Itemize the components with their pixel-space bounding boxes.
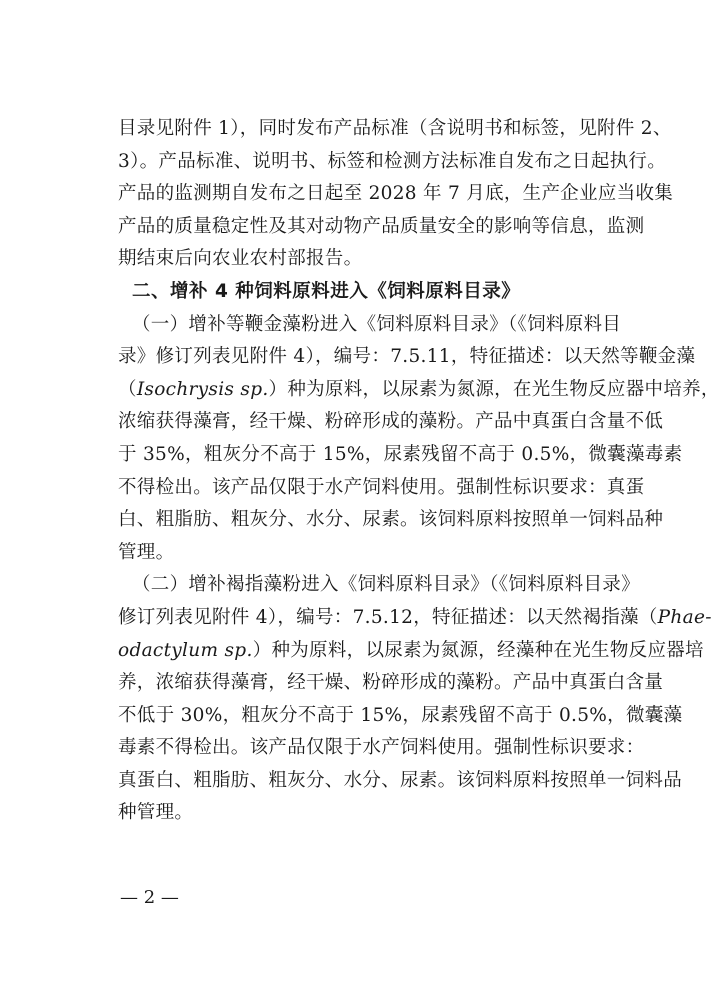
item2-line: 养，浓缩获得藻膏，经干燥、粉碎形成的藻粉。产品中真蛋白含量 [118, 672, 664, 694]
latin-name: odactylum sp. [118, 639, 253, 661]
item1-line: 于 35%，粗灰分不高于 15%，尿素残留不高于 0.5%，微囊藻毒素 [118, 443, 683, 465]
latin-name: Isochrysis sp. [136, 378, 269, 400]
item1-line: 录》修订列表见附件 4），编号：7.5.11，特征描述：以天然等鞭金藻 [118, 346, 696, 368]
document-page [118, 113, 720, 830]
line-text: 修订列表见附件 4），编号：7.5.12，特征描述：以天然褐指藻（ [118, 606, 658, 628]
item2-line: 毒素不得检出。该产品仅限于水产饲料使用。强制性标识要求： [118, 737, 645, 759]
paragraph-line: 产品的监测期自发布之日起至 2028 年 7 月底，生产企业应当收集 [118, 183, 674, 205]
line-text: ）种为原料，以尿素为氮源，经藻种在光生物反应器培 [252, 639, 704, 661]
item1-line: 浓缩获得藻膏，经干燥、粉碎形成的藻粉。产品中真蛋白含量不低 [118, 411, 664, 433]
line-text: ）种为原料，以尿素为氮源，在光生物反应器中培养， [268, 378, 720, 400]
item2-line: （二）增补褐指藻粉进入《饲料原料目录》（《饲料原料目录》 [132, 574, 640, 596]
page-number: — 2 — [120, 887, 179, 908]
paragraph-line: 期结束后向农业农村部报告。 [118, 248, 363, 270]
paragraph-line: 3）。产品标准、说明书、标签和检测方法标准自发布之日起执行。 [118, 150, 667, 172]
item1-line: 白、粗脂肪、粗灰分、水分、尿素。该饲料原料按照单一饲料品种 [118, 509, 664, 531]
item2-line: 真蛋白、粗脂肪、粗灰分、水分、尿素。该饲料原料按照单一饲料品 [118, 769, 683, 791]
item1-line: （一）增补等鞭金藻粉进入《饲料原料目录》（《饲料原料目 [132, 313, 622, 335]
item1-line: 管理。 [118, 541, 175, 563]
item2-line: 不低于 30%，粗灰分不高于 15%，尿素残留不高于 0.5%，微囊藻 [118, 704, 683, 726]
item2-line [118, 602, 712, 635]
item2-line [118, 635, 704, 668]
paren: （ [118, 378, 137, 400]
item2-line: 种管理。 [118, 802, 194, 824]
item1-line [118, 374, 720, 407]
section-heading: 二、增补 4 种饲料原料进入《饲料原料目录》 [132, 280, 521, 302]
paragraph-line: 目录见附件 1），同时发布产品标准（含说明书和标签，见附件 2、 [118, 118, 672, 139]
paragraph-line: 产品的质量稳定性及其对动物产品质量安全的影响等信息，监测 [118, 215, 645, 237]
latin-name: Phae- [657, 606, 712, 628]
item1-line: 不得检出。该产品仅限于水产饲料使用。强制性标识要求：真蛋 [118, 476, 645, 498]
